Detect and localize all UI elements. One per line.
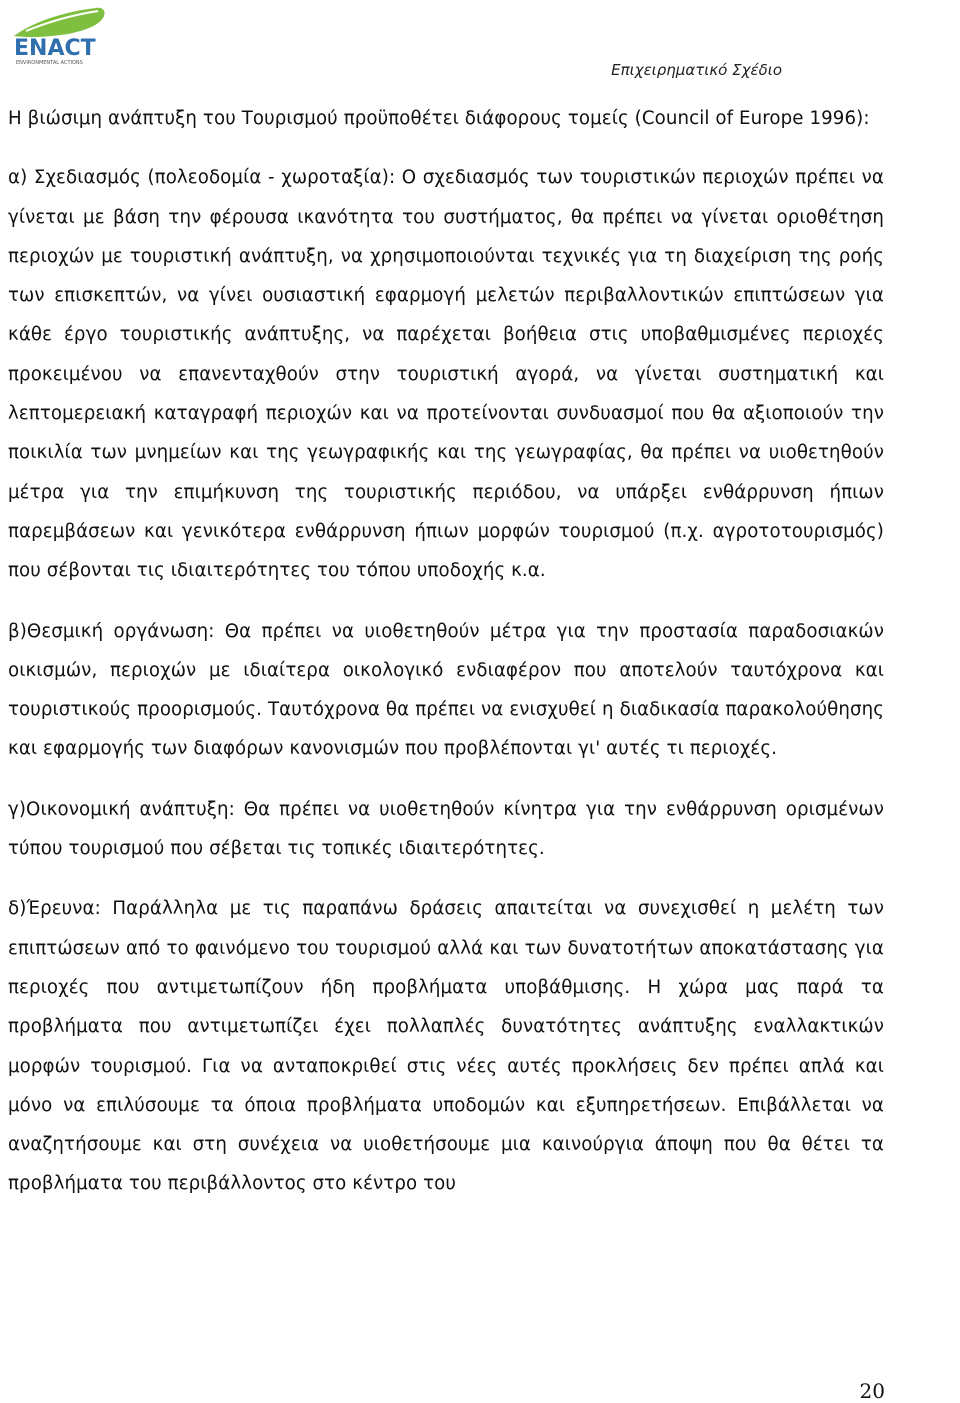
paragraph-planning: α) Σχεδιασμός (πολεοδομία - χωροταξία): Ο σχεδιασμός των τουριστικών περιοχών πρέπει να γίνεται με βάση την φέρουσα ικανότητα του συστήματος, θα πρέπει να γίνεται οριοθέτηση περιοχών με τουριστική ανάπτυξη, να χρησιμοποιούνται τεχνικές για τη διαχείριση της ροής των επισκεπτών, να γίνει ουσιαστική εφαρμογή μελετών περιβαλλοντικών επιπτώσεων για κάθε έργο τουριστικής ανάπτυξης, να παρέχεται βοήθεια στις υποβαθμισμένες περιοχές προκειμένου να επανενταχθούν στην τουριστική αγορά, να γίνεται συστηματική και λεπτομερειακή καταγραφή περιοχών και να προτείνονται συνδυασμοί που θα αξιοποιούν την ποικιλία των μνημείων και της γεωγραφικής και της γεωγραφίας, θα πρέπει να υιοθετηθούν μέτρα για την επιμήκυνση της τουριστικής περιόδου, να υπάρξει ενθάρρυνση ήπιων παρεμβάσεων και γενικότερα ενθάρρυνση ήπιων μορφών τουρισμού (π.χ. αγροτοτουρισμός) που σέβονται τις ιδιαιτερότητες του τόπου υποδοχής κ.α. (8, 167, 884, 582)
paragraph-intro: Η βιώσιμη ανάπτυξη του Τουρισμού προϋποθέτει διάφορους τομείς (Council of Europe 1996): (8, 108, 870, 129)
page-number: 20 (859, 1379, 885, 1403)
document-label: Επιχειρηματικό Σχέδιο (611, 61, 782, 79)
paragraph-institutional: β)Θεσμική οργάνωση: Θα πρέπει να υιοθετηθούν μέτρα για την προστασία παραδοσιακών οικισμών, περιοχών με ιδιαίτερα οικολογικό ενδιαφέρον που αποτελούν ταυτόχρονα και τουριστικούς προορισμούς. Ταυτόχρονα θα πρέπει να ενισχυθεί η διαδικασία παρακολούθησης και εφαρμογής των διαφόρων κανονισμών που προβλέπονται γι' αυτές τι περιοχές. (8, 620, 884, 760)
document-body (8, 99, 884, 1204)
logo-text: ENACT (14, 36, 96, 61)
enact-logo (8, 4, 112, 68)
paragraph-economic: γ)Οικονομική ανάπτυξη: Θα πρέπει να υιοθετηθούν κίνητρα για την ενθάρρυνση ορισμένων τύπου τουρισμού που σέβεται τις τοπικές ιδιαιτερότητες. (8, 798, 884, 860)
logo-tagline: ENVIRONMENTAL ACTIONS (16, 60, 83, 66)
paragraph-research: δ)Έρευνα: Παράλληλα με τις παραπάνω δράσεις απαιτείται να συνεχισθεί η μελέτη των επιπτώσεων από το φαινόμενο του τουρισμού αλλά και των δυνατοτήτων αποκατάστασης για περιοχές που αντιμετωπίζουν ήδη προβλήματα υποβάθμισης. Η χώρα μας παρά τα προβλήματα που αντιμετωπίζει έχει πολλαπλές δυνατότητες ανάπτυξης εναλλακτικών μορφών τουρισμού. Για να ανταποκριθεί στις νέες αυτές προκλήσεις δεν πρέπει απλά και μόνο να επιλύσουμε τα όποια προβλήματα υποδομών και εξυπηρετήσεων. Επιβάλλεται να αναζητήσουμε και στη συνέχεια να υιοθετήσουμε μια καινούργια άποψη που θα θέτει τα προβλήματα του περιβάλλοντος στο κέντρο του (8, 898, 884, 1195)
